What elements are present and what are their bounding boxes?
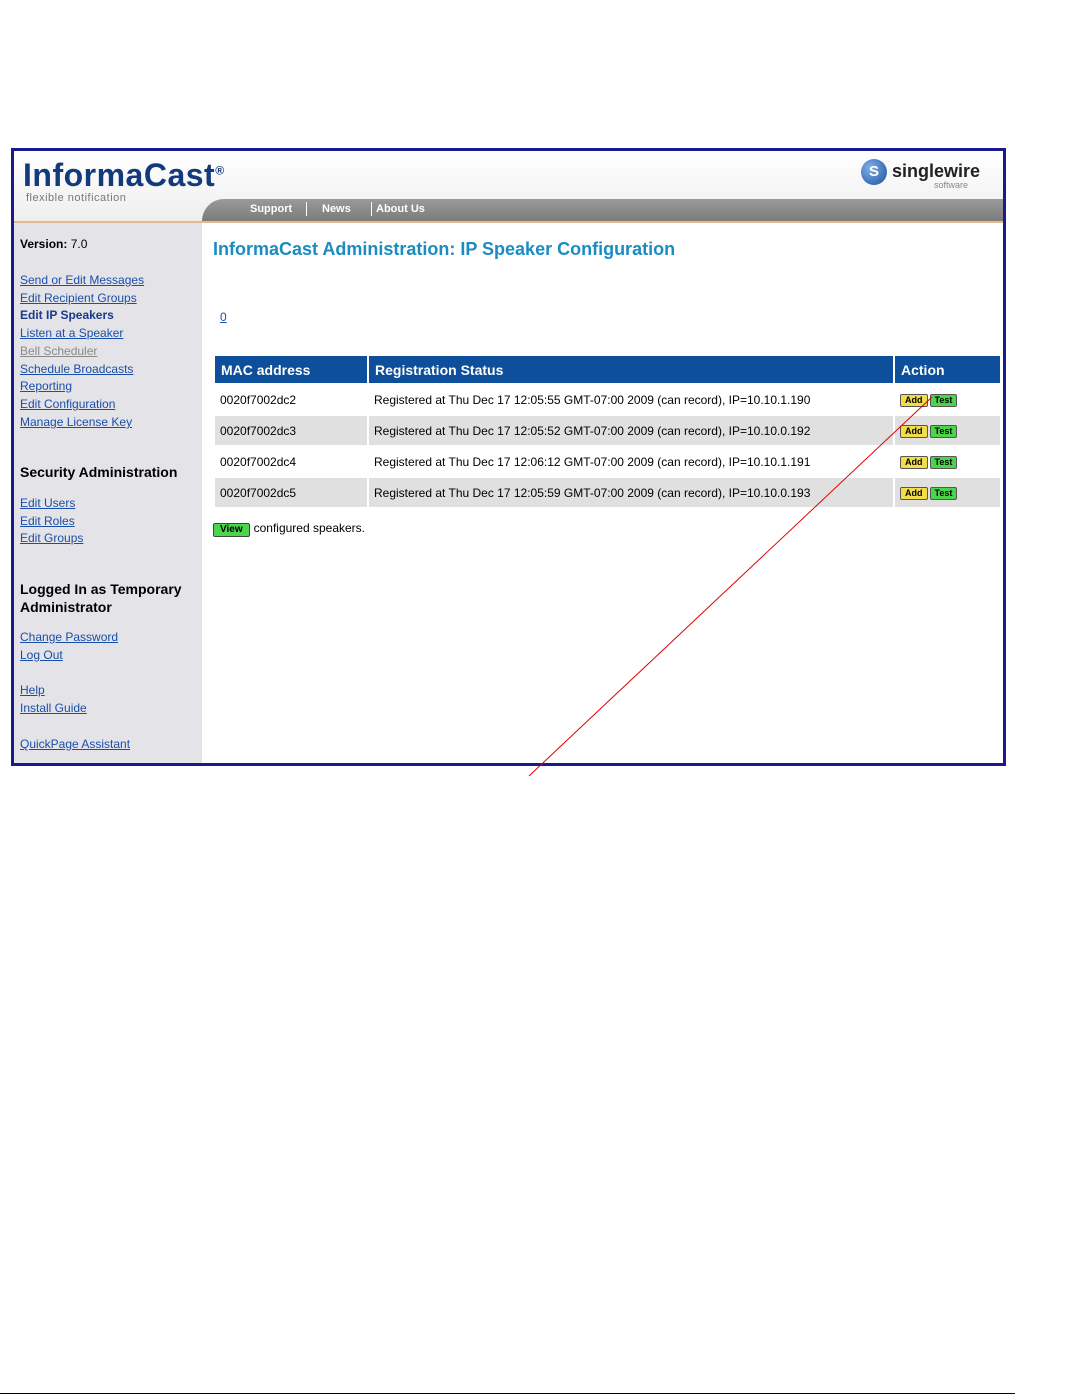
sidebar-link-edit-groups[interactable]: Edit Groups [20,531,84,545]
vendor-tag: software [934,180,969,190]
add-button[interactable]: Add [900,394,928,407]
security-heading: Security Administration [20,464,178,480]
sidebar-link-log-out[interactable]: Log Out [20,648,63,662]
version-info: Version: 7.0 [20,237,88,251]
mac-cell: 0020f7002dc3 [215,416,367,445]
sidebar-link-recipient-groups[interactable]: Edit Recipient Groups [20,291,137,305]
sidebar-link-bell-scheduler[interactable]: Bell Scheduler [20,344,98,358]
mac-cell: 0020f7002dc4 [220,454,297,469]
sidebar-link-change-password[interactable]: Change Password [20,630,119,644]
header-status: Registration Status [369,356,893,383]
view-text: configured speakers. [253,521,366,535]
status-cell: Registered at Thu Dec 17 12:05:55 GMT-07:00 2009 (can record), IP=10.10.1.190 [374,392,811,407]
status-cell: Registered at Thu Dec 17 12:05:52 GMT-07:00 2009 (can record), IP=10.10.0.192 [369,416,893,445]
vendor-name: singlewire [892,161,981,181]
sidebar-link-edit-users[interactable]: Edit Users [20,496,76,510]
test-button[interactable]: Test [930,425,958,438]
nav-support[interactable]: Support [250,203,293,215]
page-bottom-rule [0,1393,1015,1394]
sidebar-link-ip-speakers[interactable]: Edit IP Speakers [20,308,114,322]
sidebar-link-install-guide[interactable]: Install Guide [20,701,87,715]
callout-line [529,397,932,776]
page-title: InformaCast Administration: IP Speaker Configuration [213,239,676,259]
status-cell: Registered at Thu Dec 17 12:05:59 GMT-07:00 2009 (can record), IP=10.10.0.193 [369,478,893,507]
sidebar-link-license-key[interactable]: Manage License Key [20,415,133,429]
sidebar-link-edit-configuration[interactable]: Edit Configuration [20,397,116,411]
logged-in-heading: Logged In as Temporary Administrator [20,581,182,615]
status-cell: Registered at Thu Dec 17 12:06:12 GMT-07:00 2009 (can record), IP=10.10.1.191 [374,454,811,469]
informacast-logo: InformaCast® [23,157,225,193]
mac-cell: 0020f7002dc2 [220,392,297,407]
test-button[interactable]: Test [930,394,958,407]
sidebar-link-help[interactable]: Help [20,683,45,697]
page-number-link[interactable]: 0 [220,310,227,324]
add-button[interactable]: Add [900,425,928,438]
test-button[interactable]: Test [930,487,958,500]
nav-news[interactable]: News [322,203,351,215]
view-button[interactable]: View [213,523,250,537]
singlewire-icon: S [861,159,887,185]
sidebar-link-edit-roles[interactable]: Edit Roles [20,514,75,528]
header-mac: MAC address [215,356,367,383]
add-button[interactable]: Add [900,487,928,500]
logo-tagline: flexible notification [26,192,127,204]
sidebar-link-send-messages[interactable]: Send or Edit Messages [20,273,145,287]
mac-cell: 0020f7002dc5 [215,478,367,507]
header-action: Action [895,356,1000,383]
add-button[interactable]: Add [900,456,928,469]
nav-about-us[interactable]: About Us [376,203,425,215]
sidebar-link-listen-speaker[interactable]: Listen at a Speaker [20,326,124,340]
sidebar-link-reporting[interactable]: Reporting [20,379,73,393]
test-button[interactable]: Test [930,456,958,469]
sidebar-link-schedule-broadcasts[interactable]: Schedule Broadcasts [20,362,134,376]
sidebar-link-quickpage[interactable]: QuickPage Assistant [20,737,131,751]
